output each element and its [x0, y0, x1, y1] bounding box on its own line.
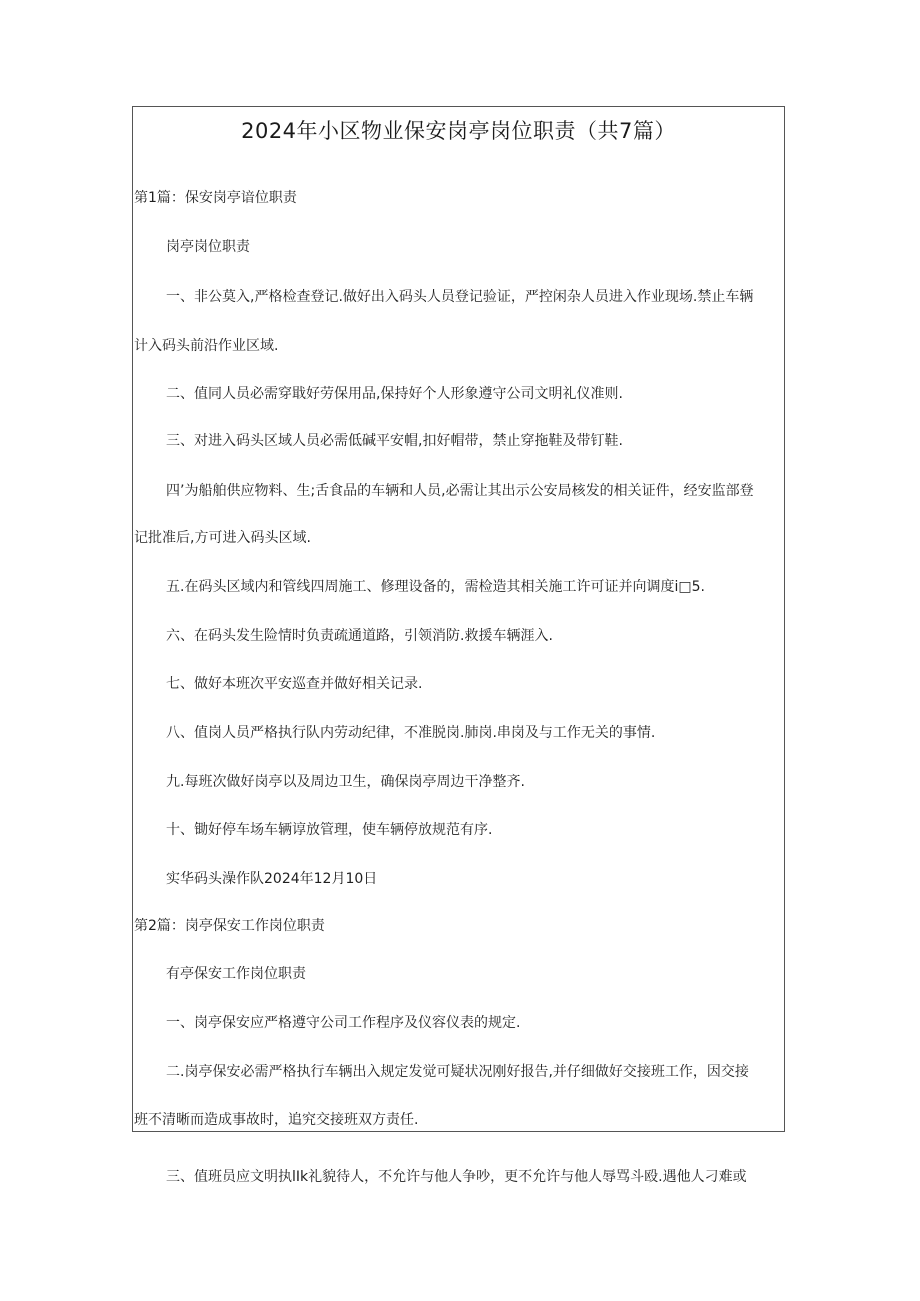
- paragraph-line: 三、对进入码头区域人员必需低碱平安帽,扣好帽带，禁止穿拖鞋及带钉鞋.: [166, 433, 623, 449]
- paragraph-line: 四’为船舶供应物料、生;舌食品的车辆和人员,必需让其出示公安局核发的相关证件，经安监部登: [166, 483, 754, 499]
- signature-line: 实华码头澡作队2024年12月10日: [166, 871, 378, 887]
- section-1-heading: 第1篇：保安岗亭谙位职责: [134, 190, 297, 206]
- paragraph-line: 二、值同人员必需穿戢好劳保用品,保持好个人形象遵守公司文明礼仪准则.: [166, 386, 623, 402]
- paragraph-line: 七、做好本班次平安巡查并做好相关记录.: [166, 676, 423, 692]
- section-2-subtitle: 有亭保安工作岗位职责: [166, 966, 306, 982]
- paragraph-line: 一、非公莫入,严格检查登记.做好出入码头人员登记验证，严控闲杂人员进入作业现场.禁止车辆: [166, 289, 754, 305]
- paragraph-line: 十、锄好停车场车辆谆放管理，使车辆停放规范有序.: [166, 822, 493, 838]
- paragraph-line: 班不清晰而造成事故时，追究交接班双方责任.: [134, 1112, 419, 1128]
- paragraph-line: 二.岗亭保安必需严格执行车辆出入规定发觉可疑状况刚好报告,并仔细做好交接班工作，因交接: [166, 1064, 749, 1080]
- paragraph-line: 八、值岗人员严格执行队内劳动纪律，不准脱岗.肺岗.串岗及与工作无关的事情.: [166, 725, 656, 741]
- section-1-subtitle: 岗亭岗位职责: [166, 239, 250, 255]
- section-2-heading: 第2篇：岗亭保安工作岗位职责: [134, 918, 325, 934]
- paragraph-line: 记批准后,方可进入码头区域.: [134, 530, 311, 546]
- paragraph-line: 五.在码头区域内和管线四周施工、修理设备的，需检造其相关施工许可证并向调度i□5.: [166, 579, 705, 595]
- paragraph-line: 计入码头前沿作业区域.: [134, 338, 279, 354]
- paragraph-line: 九.每班次做好岗亭以及周边卫生，确保岗亭周边干净整齐.: [166, 774, 525, 790]
- document-title: 2024年小区物业保安岗亭岗位职责（共7篇）: [241, 119, 676, 143]
- paragraph-line: 三、值班员应文明执lIk礼貌待人，不允许与他人争吵，更不允许与他人辱骂斗殴.遇他人刁难或: [166, 1169, 747, 1185]
- paragraph-line: 六、在码头发生险情时负责疏通道路，引领消防.救援车辆涯入.: [166, 628, 553, 644]
- paragraph-line: 一、岗亭保安应严格遵守公司工作程序及仪容仪表的规定.: [166, 1015, 521, 1031]
